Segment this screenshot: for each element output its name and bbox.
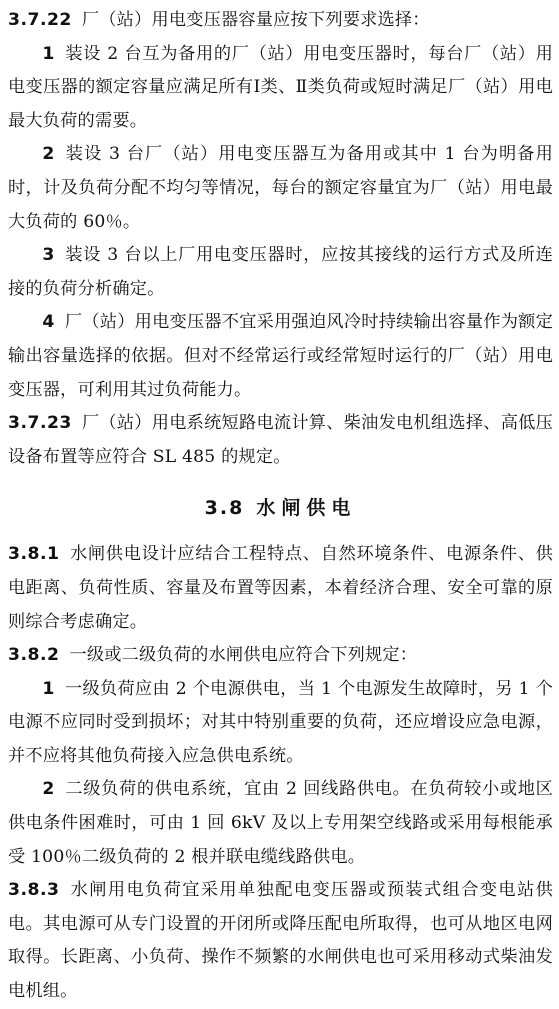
clause-3-7-22-item-3 <box>8 239 553 306</box>
clause-3-7-22-item-4 <box>8 306 553 407</box>
item-number: 2 <box>42 779 55 800</box>
document-page <box>8 4 553 1009</box>
item-number: 2 <box>42 144 55 165</box>
clause-3-7-22-item-1 <box>8 38 553 139</box>
clause-3-7-23 <box>8 407 553 474</box>
clause-3-7-22 <box>8 4 553 38</box>
section-number: 3.8 <box>204 497 245 520</box>
clause-3-8-1 <box>8 538 553 639</box>
item-number: 3 <box>42 245 55 266</box>
clause-3-7-22-item-2 <box>8 138 553 239</box>
item-text: 装设 3 台厂（站）用电变压器互为备用或其中 1 台为明备用时，计及负荷分配不均匀等情况，每台的额定容量宜为厂（站）用电最大负荷的 60％。 <box>8 144 553 232</box>
clause-text: 水闸供电设计应结合工程特点、自然环境条件、电源条件、供电距离、负荷性质、容量及布置等因素，本着经济合理、安全可靠的原则综合考虑确定。 <box>8 544 553 632</box>
item-number: 1 <box>42 43 55 64</box>
item-text: 装设 2 台互为备用的厂（站）用电变压器时，每台厂（站）用电变压器的额定容量应满足所有Ⅰ类、Ⅱ类负荷或短时满足厂（站）用电最大负荷的需要。 <box>8 43 553 131</box>
item-number: 1 <box>42 678 55 699</box>
clause-3-8-2-item-2 <box>8 773 553 874</box>
clause-3-8-2 <box>8 639 553 673</box>
clause-number: 3.7.22 <box>8 10 72 30</box>
item-number: 4 <box>42 312 55 333</box>
clause-number: 3.8.3 <box>8 880 60 901</box>
item-text: 装设 3 台以上厂用电变压器时，应按其接线的运行方式及所连接的负荷分析确定。 <box>8 245 553 299</box>
clause-text: 一级或二级负荷的水闸供电应符合下列规定： <box>69 645 418 666</box>
clause-text: 水闸用电负荷宜采用单独配电变压器或预装式组合变电站供电。其电源可从专门设置的开闭所或降压配电所取得，也可从地区电网取得。长距离、小负荷、操作不频繁的水闸供电也可采用移动式柴油发电机组。 <box>8 880 553 1002</box>
clause-number: 3.8.2 <box>8 645 60 666</box>
section-heading <box>8 478 553 538</box>
clause-text: 厂（站）用电变压器容量应按下列要求选择： <box>81 10 430 30</box>
clause-3-8-2-item-1 <box>8 673 553 774</box>
clause-text: 厂（站）用电系统短路电流计算、柴油发电机组选择、高低压设备布置等应符合 SL 485 的规定。 <box>8 413 553 467</box>
clause-3-8-3 <box>8 874 553 1008</box>
clause-number: 3.7.23 <box>8 413 72 434</box>
item-text: 一级负荷应由 2 个电源供电，当 1 个电源发生故障时，另 1 个电源不应同时受到损坏；对其中特别重要的负荷，还应增设应急电源，并不应将其他负荷接入应急供电系统。 <box>8 678 553 766</box>
item-text: 二级负荷的供电系统，宜由 2 回线路供电。在负荷较小或地区供电条件困难时，可由 1 回 6kV 及以上专用架空线路或采用每根能承受 100％二级负荷的 2 根并联电缆线路供电。 <box>8 779 553 867</box>
clause-number: 3.8.1 <box>8 544 60 565</box>
section-title: 水闸供电 <box>256 497 357 520</box>
item-text: 厂（站）用电变压器不宜采用强迫风冷时持续输出容量作为额定输出容量选择的依据。但对不经常运行或经常短时运行的厂（站）用电变压器，可利用其过负荷能力。 <box>8 312 553 400</box>
